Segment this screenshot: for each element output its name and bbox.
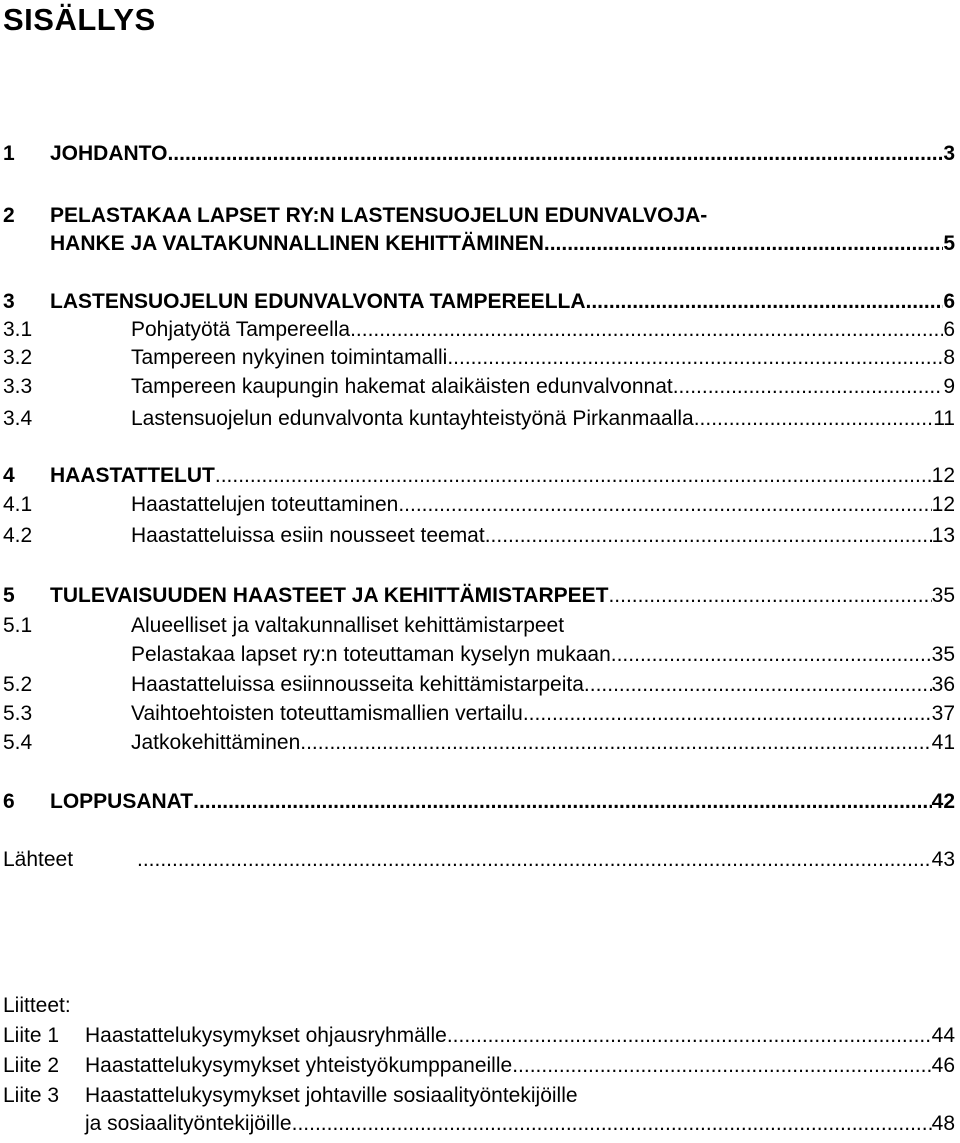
- dot-leader: [544, 232, 943, 256]
- dot-leader: [398, 493, 931, 517]
- appendix-entry-3-line1: [3, 1084, 578, 1108]
- dot-leader: [350, 318, 943, 342]
- toc-entry-label: LASTENSUOJELUN EDUNVALVONTA TAMPEREELLA: [50, 290, 586, 313]
- toc-entry-number: 4.1: [3, 493, 33, 516]
- appendix-label: ja sosiaalityöntekijöille: [85, 1112, 292, 1135]
- toc-entry-page: 41: [931, 731, 955, 754]
- toc-entry-number: 5.1: [3, 614, 33, 637]
- dot-leader: [608, 584, 931, 608]
- toc-entry-number: 3.1: [3, 318, 33, 341]
- dot-leader: [300, 731, 931, 755]
- toc-entry-page: 12: [931, 464, 955, 487]
- dot-leader: [292, 1112, 932, 1136]
- toc-entry-3-1[interactable]: [3, 318, 955, 342]
- toc-entry-label: HANKE JA VALTAKUNNALLINEN KEHITTÄMINEN: [50, 232, 544, 255]
- toc-entry-1[interactable]: [3, 142, 955, 166]
- toc-entry-number: 5.4: [3, 731, 33, 754]
- toc-entry-lahteet[interactable]: [3, 848, 955, 872]
- appendix-label-line1: Haastattelukysymykset johtaville sosiaalityöntekijöille: [85, 1084, 578, 1107]
- toc-entry-label: Haastattelujen toteuttaminen: [131, 493, 399, 516]
- toc-entry-label: Tampereen kaupungin hakemat alaikäisten edunvalvonnat: [131, 375, 673, 398]
- appendix-page: 48: [931, 1112, 955, 1135]
- toc-entry-label: TULEVAISUUDEN HAASTEET JA KEHITTÄMISTARPEET: [50, 584, 609, 607]
- toc-entry-3-4[interactable]: [3, 407, 955, 431]
- toc-entry-label-line1: Alueelliset ja valtakunnalliset kehittämistarpeet: [131, 614, 565, 637]
- toc-entry-number: 5: [3, 584, 15, 607]
- dot-leader: [447, 1024, 932, 1048]
- dot-leader: [193, 790, 932, 814]
- toc-entry-number: 4: [3, 464, 15, 487]
- toc-entry-page: 12: [931, 493, 955, 516]
- toc-entry-3[interactable]: [3, 290, 955, 314]
- toc-entry-number: 3.2: [3, 346, 33, 369]
- toc-entry-page: 8: [943, 346, 955, 369]
- toc-entry-6[interactable]: [3, 790, 955, 814]
- toc-entry-5-4[interactable]: [3, 731, 955, 755]
- toc-entry-page: 3: [943, 142, 955, 165]
- toc-entry-page: 11: [933, 407, 955, 430]
- toc-entry-label: Pohjatyötä Tampereella: [131, 318, 351, 341]
- appendix-number: Liite 2: [3, 1054, 60, 1077]
- dot-leader: [523, 702, 932, 726]
- appendix-entry-1[interactable]: [3, 1024, 955, 1048]
- toc-entry-label: Tampereen nykyinen toimintamalli: [131, 346, 448, 369]
- toc-entry-page: 43: [931, 848, 955, 871]
- toc-entry-page: 13: [931, 524, 955, 547]
- toc-entry-label: Lastensuojelun edunvalvonta kuntayhteistyönä Pirkanmaalla: [131, 407, 694, 430]
- toc-entry-label: HAASTATTELUT: [50, 464, 215, 487]
- toc-entry-number: 5.2: [3, 673, 33, 696]
- appendix-entry-2[interactable]: [3, 1054, 955, 1078]
- dot-leader: [485, 524, 932, 548]
- toc-entry-number: 3.4: [3, 407, 33, 430]
- toc-entry-label: Vaihtoehtoisten toteuttamismallien vertailu: [131, 702, 523, 725]
- appendix-label: Haastattelukysymykset yhteistyökumppaneille: [85, 1054, 513, 1077]
- toc-entry-5-1-line1: [3, 614, 564, 638]
- toc-entry-3-3[interactable]: [3, 375, 955, 399]
- dot-leader: [512, 1054, 931, 1078]
- toc-entry-page: 42: [931, 790, 955, 813]
- appendix-page: 44: [931, 1024, 955, 1047]
- toc-entry-label: Pelastakaa lapset ry:n toteuttaman kyselyn mukaan: [131, 643, 611, 666]
- dot-leader: [447, 346, 943, 370]
- toc-entry-4-1[interactable]: [3, 493, 955, 517]
- dot-leader: [611, 643, 932, 667]
- toc-entry-5-2[interactable]: [3, 673, 955, 697]
- appendix-page: 46: [931, 1054, 955, 1077]
- toc-entry-5-1[interactable]: [3, 643, 955, 667]
- toc-entry-label-line1: PELASTAKAA LAPSET RY:N LASTENSUOJELUN EDUNVALVOJA-: [50, 204, 708, 227]
- toc-entry-2-line1: [3, 204, 707, 228]
- toc-entry-number: 3: [3, 290, 15, 313]
- toc-entry-page: 9: [943, 375, 955, 398]
- toc-entry-label: Haastatteluissa esiin nousseet teemat: [131, 524, 485, 547]
- dot-leader: [584, 673, 932, 697]
- toc-entry-page: 35: [931, 643, 955, 666]
- toc-entry-number: 6: [3, 790, 15, 813]
- toc-entry-number: 1: [3, 142, 15, 165]
- toc-entry-3-2[interactable]: [3, 346, 955, 370]
- dot-leader: [673, 375, 944, 399]
- toc-entry-number: 3.3: [3, 375, 33, 398]
- toc-entry-page: 36: [931, 673, 955, 696]
- toc-entry-label: Haastatteluissa esiinnousseita kehittämistarpeita: [131, 673, 584, 696]
- toc-entry-number: 5.3: [3, 702, 33, 725]
- dot-leader: [137, 848, 932, 872]
- toc-entry-number: 4.2: [3, 524, 33, 547]
- toc-entry-label: JOHDANTO: [50, 142, 168, 165]
- toc-entry-5-3[interactable]: [3, 702, 955, 726]
- toc-entry-page: 6: [943, 290, 955, 313]
- toc-entry-number: 2: [3, 204, 15, 227]
- appendix-number: Liite 1: [3, 1024, 60, 1047]
- appendix-label: Haastattelukysymykset ohjausryhmälle: [85, 1024, 447, 1047]
- toc-entry-page: 37: [931, 702, 955, 725]
- page-title: SISÄLLYS: [3, 2, 156, 37]
- toc-entry-page: 35: [931, 584, 955, 607]
- dot-leader: [215, 464, 932, 488]
- appendix-number: Liite 3: [3, 1084, 60, 1107]
- toc-entry-label: Lähteet: [3, 848, 74, 871]
- toc-entry-label: LOPPUSANAT: [50, 790, 194, 813]
- toc-entry-label: Jatkokehittäminen: [131, 731, 301, 754]
- toc-entry-5[interactable]: [3, 584, 955, 608]
- dot-leader: [694, 407, 933, 431]
- toc-entry-2[interactable]: [3, 232, 955, 256]
- appendix-heading: Liitteet:: [3, 994, 71, 1017]
- toc-entry-page: 5: [943, 232, 955, 255]
- dot-leader: [167, 142, 943, 166]
- toc-entry-4[interactable]: [3, 464, 955, 488]
- appendix-entry-3[interactable]: [3, 1112, 955, 1136]
- toc-entry-page: 6: [943, 318, 955, 341]
- toc-entry-4-2[interactable]: [3, 524, 955, 548]
- dot-leader: [586, 290, 944, 314]
